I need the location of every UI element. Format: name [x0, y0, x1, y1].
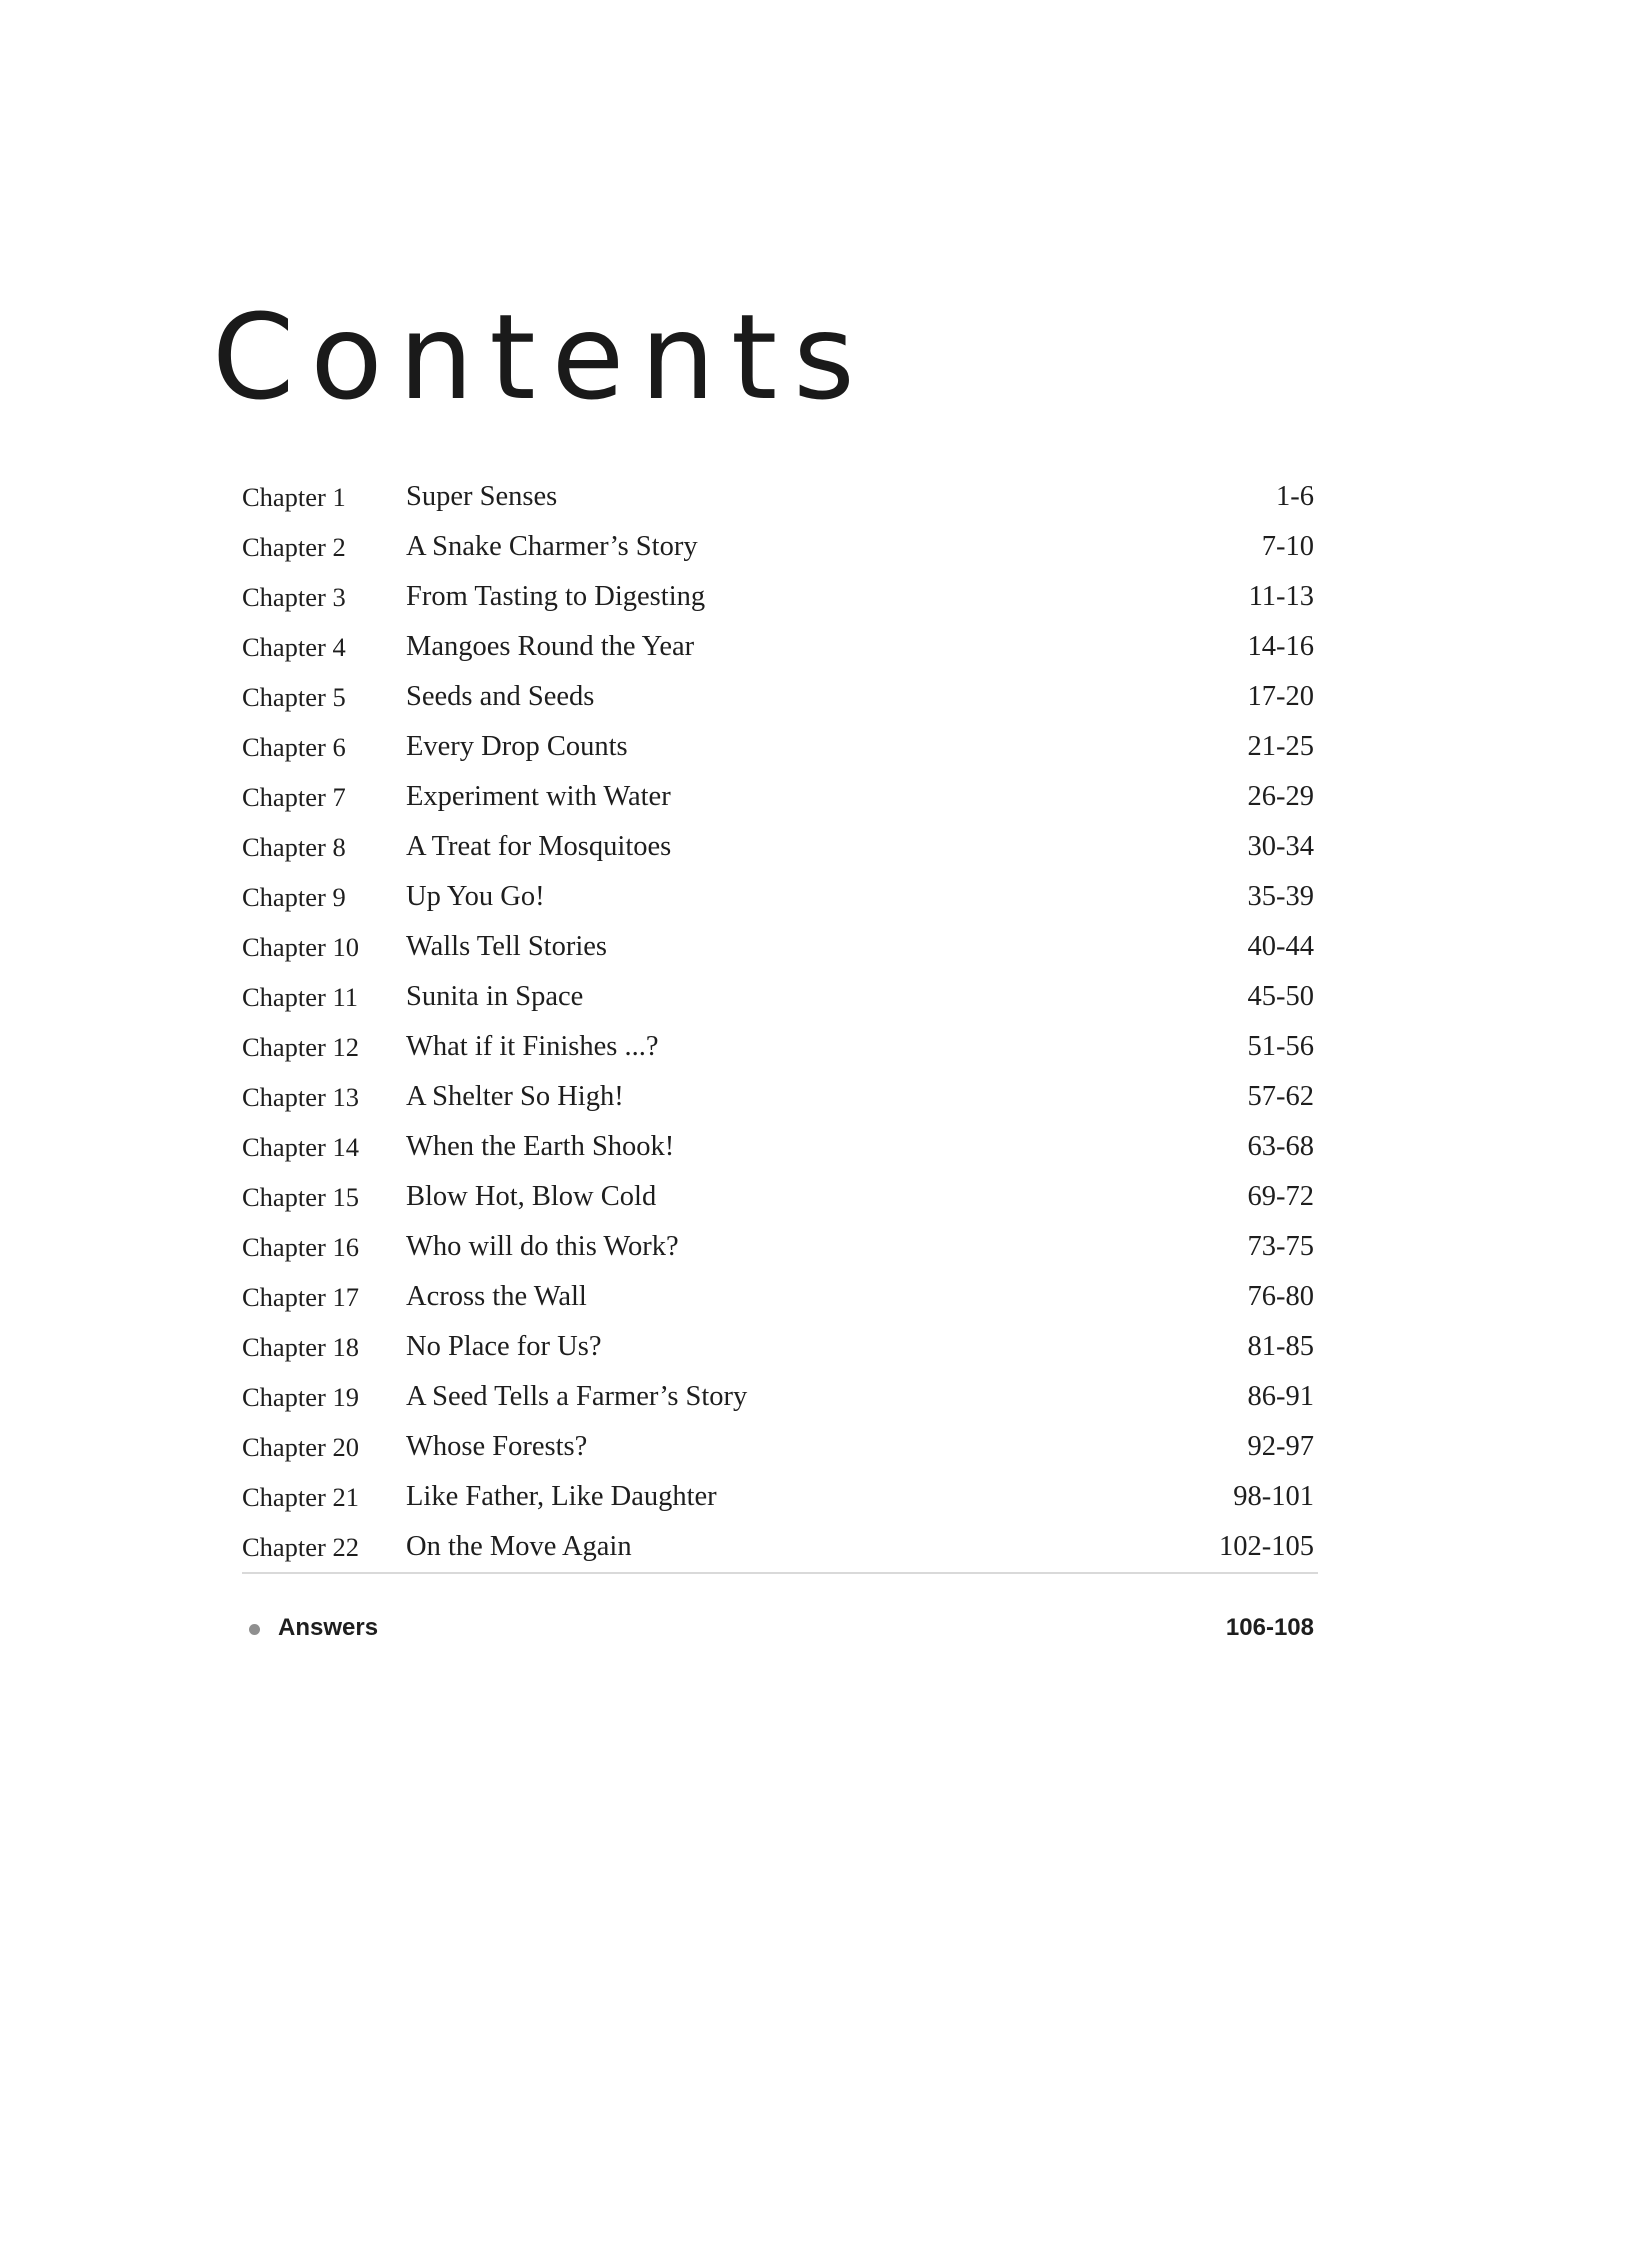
chapter-number: Chapter 10 — [242, 932, 360, 962]
chapter-title: Super Senses — [406, 481, 558, 512]
table-of-contents — [242, 472, 1314, 1572]
toc-row[interactable] — [242, 1122, 1314, 1172]
toc-row[interactable] — [242, 672, 1314, 722]
chapter-title: A Shelter So High! — [406, 1081, 624, 1112]
chapter-number: Chapter 15 — [242, 1182, 360, 1212]
toc-row[interactable] — [242, 1072, 1314, 1122]
chapter-number: Chapter 8 — [242, 832, 346, 862]
answers-label: Answers — [278, 1614, 379, 1641]
chapter-pages: 11-13 — [1248, 581, 1314, 612]
chapter-pages: 40-44 — [1247, 931, 1314, 962]
chapter-title: A Seed Tells a Farmer’s Story — [406, 1381, 748, 1412]
chapter-number: Chapter 5 — [242, 682, 346, 712]
chapter-title: Who will do this Work? — [406, 1231, 679, 1262]
chapter-title: Seeds and Seeds — [406, 681, 595, 712]
toc-row[interactable] — [242, 1372, 1314, 1422]
chapter-pages: 26-29 — [1247, 781, 1314, 812]
chapter-number: Chapter 9 — [242, 882, 346, 912]
chapter-number: Chapter 18 — [242, 1332, 360, 1362]
chapter-pages: 69-72 — [1247, 1181, 1314, 1212]
toc-row[interactable] — [242, 572, 1314, 622]
toc-row[interactable] — [242, 472, 1314, 522]
toc-row[interactable] — [242, 622, 1314, 672]
chapter-number: Chapter 11 — [242, 982, 359, 1012]
toc-row[interactable] — [242, 972, 1314, 1022]
chapter-title: Like Father, Like Daughter — [406, 1481, 717, 1512]
chapter-pages: 92-97 — [1247, 1431, 1314, 1462]
chapter-number: Chapter 20 — [242, 1432, 360, 1462]
chapter-number: Chapter 7 — [242, 782, 346, 812]
toc-row[interactable] — [242, 1422, 1314, 1472]
chapter-number: Chapter 6 — [242, 732, 346, 762]
toc-row[interactable] — [242, 722, 1314, 772]
chapter-title: Whose Forests? — [406, 1431, 588, 1462]
chapter-pages: 81-85 — [1247, 1331, 1314, 1362]
page-title: Contents — [212, 288, 871, 426]
chapter-title: Mangoes Round the Year — [406, 631, 695, 662]
chapter-pages: 63-68 — [1247, 1131, 1314, 1162]
chapter-pages: 73-75 — [1247, 1231, 1314, 1262]
chapter-title: No Place for Us? — [406, 1331, 602, 1362]
toc-row[interactable] — [242, 1222, 1314, 1272]
chapter-title: What if it Finishes ...? — [406, 1031, 659, 1062]
chapter-title: Experiment with Water — [406, 781, 671, 812]
toc-row[interactable] — [242, 1172, 1314, 1222]
chapter-number: Chapter 22 — [242, 1532, 360, 1562]
toc-row[interactable] — [242, 1322, 1314, 1372]
chapter-title: When the Earth Shook! — [406, 1131, 675, 1162]
chapter-number: Chapter 12 — [242, 1032, 360, 1062]
chapter-pages: 17-20 — [1247, 681, 1314, 712]
chapter-title: Every Drop Counts — [406, 731, 628, 762]
chapter-number: Chapter 4 — [242, 632, 346, 662]
toc-row[interactable] — [242, 1522, 1314, 1572]
divider — [242, 1572, 1318, 1574]
chapter-pages: 98-101 — [1233, 1481, 1314, 1512]
chapter-pages: 102-105 — [1219, 1531, 1314, 1562]
answers-pages: 106-108 — [1225, 1614, 1314, 1641]
bullet-icon — [249, 1624, 260, 1635]
chapter-pages: 45-50 — [1247, 981, 1314, 1012]
chapter-pages: 76-80 — [1247, 1281, 1314, 1312]
toc-row[interactable] — [242, 772, 1314, 822]
chapter-title: On the Move Again — [406, 1531, 632, 1562]
chapter-number: Chapter 1 — [242, 482, 346, 512]
toc-row[interactable] — [242, 1022, 1314, 1072]
chapter-number: Chapter 14 — [242, 1132, 360, 1162]
chapter-title: A Snake Charmer’s Story — [406, 531, 698, 562]
chapter-title: Blow Hot, Blow Cold — [406, 1181, 657, 1212]
toc-row[interactable] — [242, 872, 1314, 922]
chapter-title: A Treat for Mosquitoes — [406, 831, 672, 862]
chapter-pages: 35-39 — [1247, 881, 1314, 912]
chapter-pages: 7-10 — [1261, 531, 1314, 562]
chapter-number: Chapter 19 — [242, 1382, 360, 1412]
chapter-number: Chapter 3 — [242, 582, 346, 612]
chapter-pages: 86-91 — [1247, 1381, 1314, 1412]
chapter-title: Walls Tell Stories — [406, 931, 608, 962]
chapter-number: Chapter 21 — [242, 1482, 360, 1512]
chapter-pages: 51-56 — [1247, 1031, 1314, 1062]
toc-row[interactable] — [242, 522, 1314, 572]
chapter-pages: 57-62 — [1247, 1081, 1314, 1112]
toc-row[interactable] — [242, 1472, 1314, 1522]
chapter-number: Chapter 2 — [242, 532, 346, 562]
chapter-number: Chapter 13 — [242, 1082, 360, 1112]
toc-row[interactable] — [242, 1272, 1314, 1322]
chapter-title: Across the Wall — [406, 1281, 587, 1312]
chapter-pages: 14-16 — [1247, 631, 1314, 662]
chapter-pages: 21-25 — [1247, 731, 1314, 762]
chapter-number: Chapter 17 — [242, 1282, 360, 1312]
chapter-pages: 30-34 — [1247, 831, 1314, 862]
toc-row[interactable] — [242, 822, 1314, 872]
chapter-number: Chapter 16 — [242, 1232, 360, 1262]
toc-row[interactable] — [242, 922, 1314, 972]
chapter-title: From Tasting to Digesting — [406, 581, 706, 612]
chapter-pages: 1-6 — [1276, 481, 1314, 512]
answers-entry[interactable] — [242, 1608, 1314, 1648]
chapter-title: Sunita in Space — [406, 981, 584, 1012]
chapter-title: Up You Go! — [406, 881, 545, 912]
